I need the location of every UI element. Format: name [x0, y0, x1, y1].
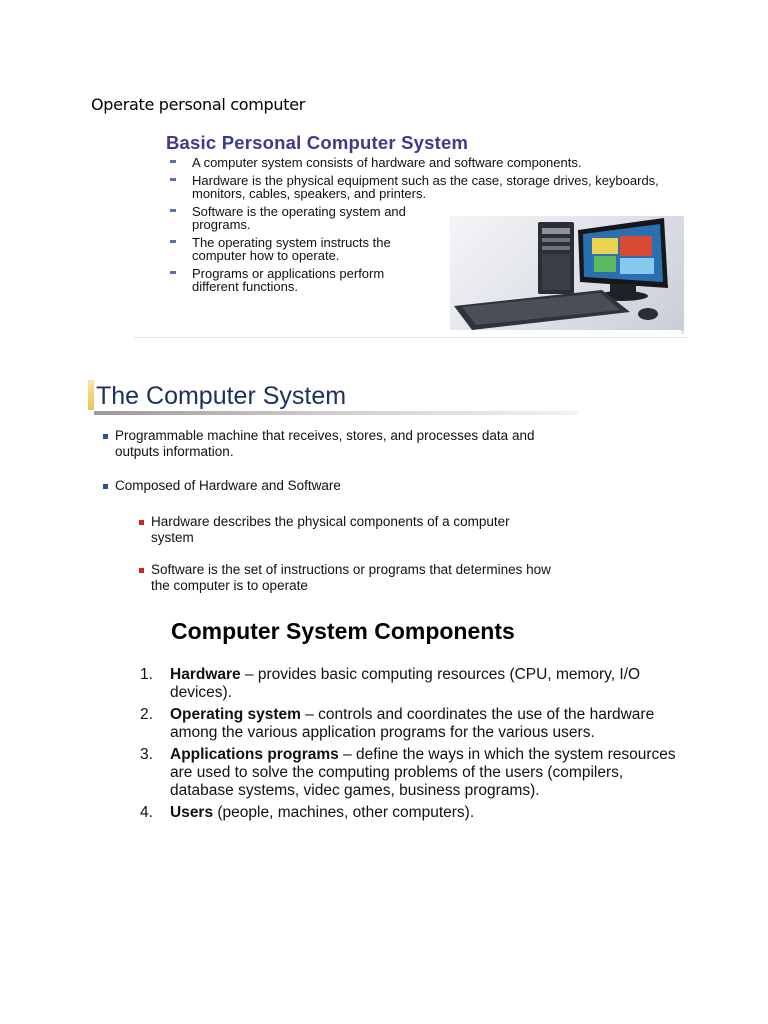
list-item: [164, 156, 684, 169]
list-item-text: Programs or applications perform different functions.: [192, 266, 385, 294]
item-term: Hardware: [170, 666, 241, 683]
list-item-text: The operating system instructs the computer how to operate.: [192, 235, 391, 263]
list-item-text: Software is the operating system and programs.: [192, 204, 406, 232]
slide-computer-system: [88, 372, 588, 602]
list-item-text: Programmable machine that receives, stores, and processes data and outputs information.: [115, 428, 535, 459]
item-text: – controls and coordinates the use of the hardware among the various application programs for the various users.: [170, 706, 655, 741]
bullet-icon: [170, 240, 176, 243]
list-item-text: Hardware is the physical equipment such as the case, storage drives, keyboards, monitors, cables, speakers, and printers.: [192, 173, 659, 201]
title-accent-bar: [88, 380, 94, 410]
bullet-icon: [139, 568, 144, 573]
bullet-icon: [170, 209, 176, 212]
item-number: 4.: [140, 804, 153, 821]
title-underline: [94, 411, 578, 415]
item-text: – provides basic computing resources (CPU, memory, I/O devices).: [170, 666, 641, 701]
item-text: – define the ways in which the system resources are used to solve the computing problems of the users (compilers, database systems, videc games, business programs).: [170, 746, 676, 799]
list-item: [164, 205, 427, 231]
bullet-icon: [170, 160, 176, 163]
footer-divider: [134, 337, 688, 338]
list-item-text: Software is the set of instructions or programs that determines how the computer is to operate: [151, 562, 551, 593]
item-number: 2.: [140, 706, 153, 723]
sub-list-item: [151, 562, 556, 594]
item-term: Operating system: [170, 706, 301, 723]
bullet-icon: [139, 520, 144, 525]
bullet-icon: [170, 271, 176, 274]
slide-basic-pc-system: [134, 128, 688, 340]
desktop-computer-icon: [450, 216, 684, 330]
item-term: Users: [170, 804, 214, 821]
list-item-text: Hardware describes the physical components of a computer system: [151, 514, 510, 545]
numbered-list: [140, 666, 690, 826]
item-term: Applications programs: [170, 746, 339, 763]
computer-photo: [450, 216, 684, 330]
list-item: [164, 236, 427, 262]
slide-title: Basic Personal Computer System: [166, 132, 469, 153]
list-item: [164, 267, 427, 293]
slide-title: Computer System Components: [171, 618, 515, 644]
list-item: [140, 666, 690, 702]
item-text: (people, machines, other computers).: [213, 804, 475, 821]
list-item-text: A computer system consists of hardware and software components.: [192, 155, 582, 170]
list-item-text: Composed of Hardware and Software: [115, 478, 341, 493]
page-heading: Operate personal computer: [91, 95, 306, 114]
list-item: [115, 428, 535, 460]
sub-list-item: [151, 514, 551, 546]
bullet-icon: [170, 178, 176, 181]
page-number: 2: [681, 330, 684, 336]
item-number: 3.: [140, 746, 153, 763]
list-item: [140, 706, 690, 742]
list-item: [140, 804, 690, 822]
bullet-icon: [103, 434, 108, 439]
list-item: [115, 478, 535, 494]
list-item: [164, 174, 684, 200]
list-item: [140, 746, 690, 800]
slide-title: The Computer System: [96, 382, 347, 410]
slide-system-components: [140, 612, 690, 862]
item-number: 1.: [140, 666, 153, 683]
bullet-icon: [103, 484, 108, 489]
